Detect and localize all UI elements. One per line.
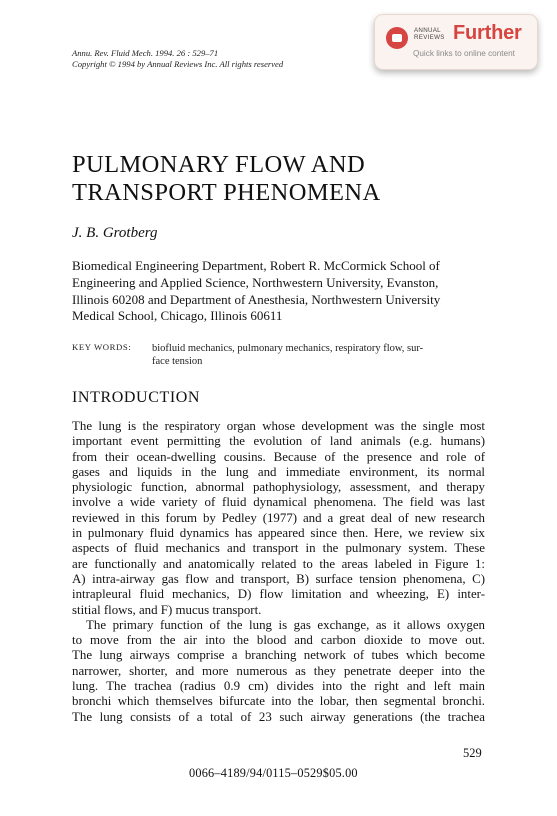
annual-reviews-logo-icon: [386, 27, 408, 49]
keywords: [152, 342, 492, 368]
body-line: reviewed in this forum by Pedley (1977) and a great deal of new research: [72, 510, 485, 525]
body-line: are functionally and anatomically related to the areas labeled in Figure 1:: [72, 556, 485, 571]
badge-subtitle: Quick links to online content: [413, 49, 515, 58]
article-code: 0066–4189/94/0115–0529$05.00: [189, 766, 358, 780]
badge-annual: ANNUAL: [414, 27, 441, 34]
copyright-line: Copyright © 1994 by Annual Reviews Inc. All rights reserved: [72, 59, 284, 69]
body-line: The lung consists of a total of 23 such airway generations (the trachea: [72, 709, 485, 724]
body-line: gases and liquids in the lung and immediate environment, its normal: [72, 464, 485, 479]
body-line: involve a wide variety of fluid dynamical phenomena. The field was last: [72, 495, 485, 510]
body-line: physiologic function, abnormal pathophysiology, assessment, and therapy: [72, 480, 485, 495]
author-name: J. B. Grotberg: [72, 225, 158, 241]
body-line: in pulmonary fluid dynamics has appeared since then. Here, we review six: [72, 526, 485, 541]
body-line: The primary function of the lung is gas exchange, as it allows oxygen: [86, 617, 485, 632]
badge-further-label: Further: [453, 22, 522, 44]
body-line: intrapleural fluid mechanics, D) flow limitation and wheezing, E) inter-: [72, 587, 485, 602]
title-line: TRANSPORT PHENOMENA: [72, 179, 381, 206]
body-line: bronchi which themselves bifurcate into the lobar, then segmental bronchi.: [72, 694, 485, 709]
journal-citation: Annu. Rev. Fluid Mech. 1994. 26 : 529–71: [72, 48, 219, 58]
keywords-line: biofluid mechanics, pulmonary mechanics, respiratory flow, sur-: [152, 343, 424, 354]
body-line: from their ocean-dwelling cousins. Because of the presence and role of: [72, 449, 485, 464]
body-line: The lung is the respiratory organ whose development was the single most: [72, 419, 485, 433]
body-line: A) intra-airway gas flow and transport, B) surface tension phenomena, C): [72, 571, 485, 586]
body-text: [72, 419, 485, 725]
journal-header: [72, 48, 283, 70]
affiliation-line: Biomedical Engineering Department, Robert R. McCormick School of: [72, 258, 440, 273]
section-heading: INTRODUCTION: [72, 389, 201, 406]
body-line: lung. The trachea (radius 0.9 cm) divides into the right and left main: [72, 679, 485, 694]
annual-reviews-wordmark: [414, 27, 445, 41]
title-line: PULMONARY FLOW AND: [72, 151, 366, 178]
affiliation-line: Illinois 60208 and Department of Anesthesia, Northwestern University: [72, 291, 441, 307]
badge-reviews: REVIEWS: [414, 34, 445, 41]
affiliation-line: Engineering and Applied Science, Northwestern University, Evanston,: [72, 274, 439, 290]
body-line: to move from the air into the blood and carbon dioxide to move out.: [72, 633, 485, 648]
affiliation: [72, 258, 492, 325]
body-line: narrower, shorter, and more numerous as they penetrate deeper into the: [72, 663, 485, 678]
further-badge[interactable]: [374, 14, 538, 70]
body-line: stitial flows, and F) mucus transport.: [72, 602, 262, 617]
affiliation-line: Medical School, Chicago, Illinois 60611: [72, 308, 283, 324]
keywords-line: face tension: [152, 356, 203, 367]
body-line: The lung airways comprise a branching network of tubes which become: [72, 648, 485, 663]
keywords-label: KEY WORDS:: [72, 342, 132, 352]
article-title: [72, 151, 381, 207]
body-line: important event permitting the evolution of land animals (e.g. humans): [72, 434, 485, 449]
body-line: aspects of fluid mechanics and transport in the pulmonary system. These: [72, 541, 485, 556]
page-number: 529: [463, 746, 482, 760]
